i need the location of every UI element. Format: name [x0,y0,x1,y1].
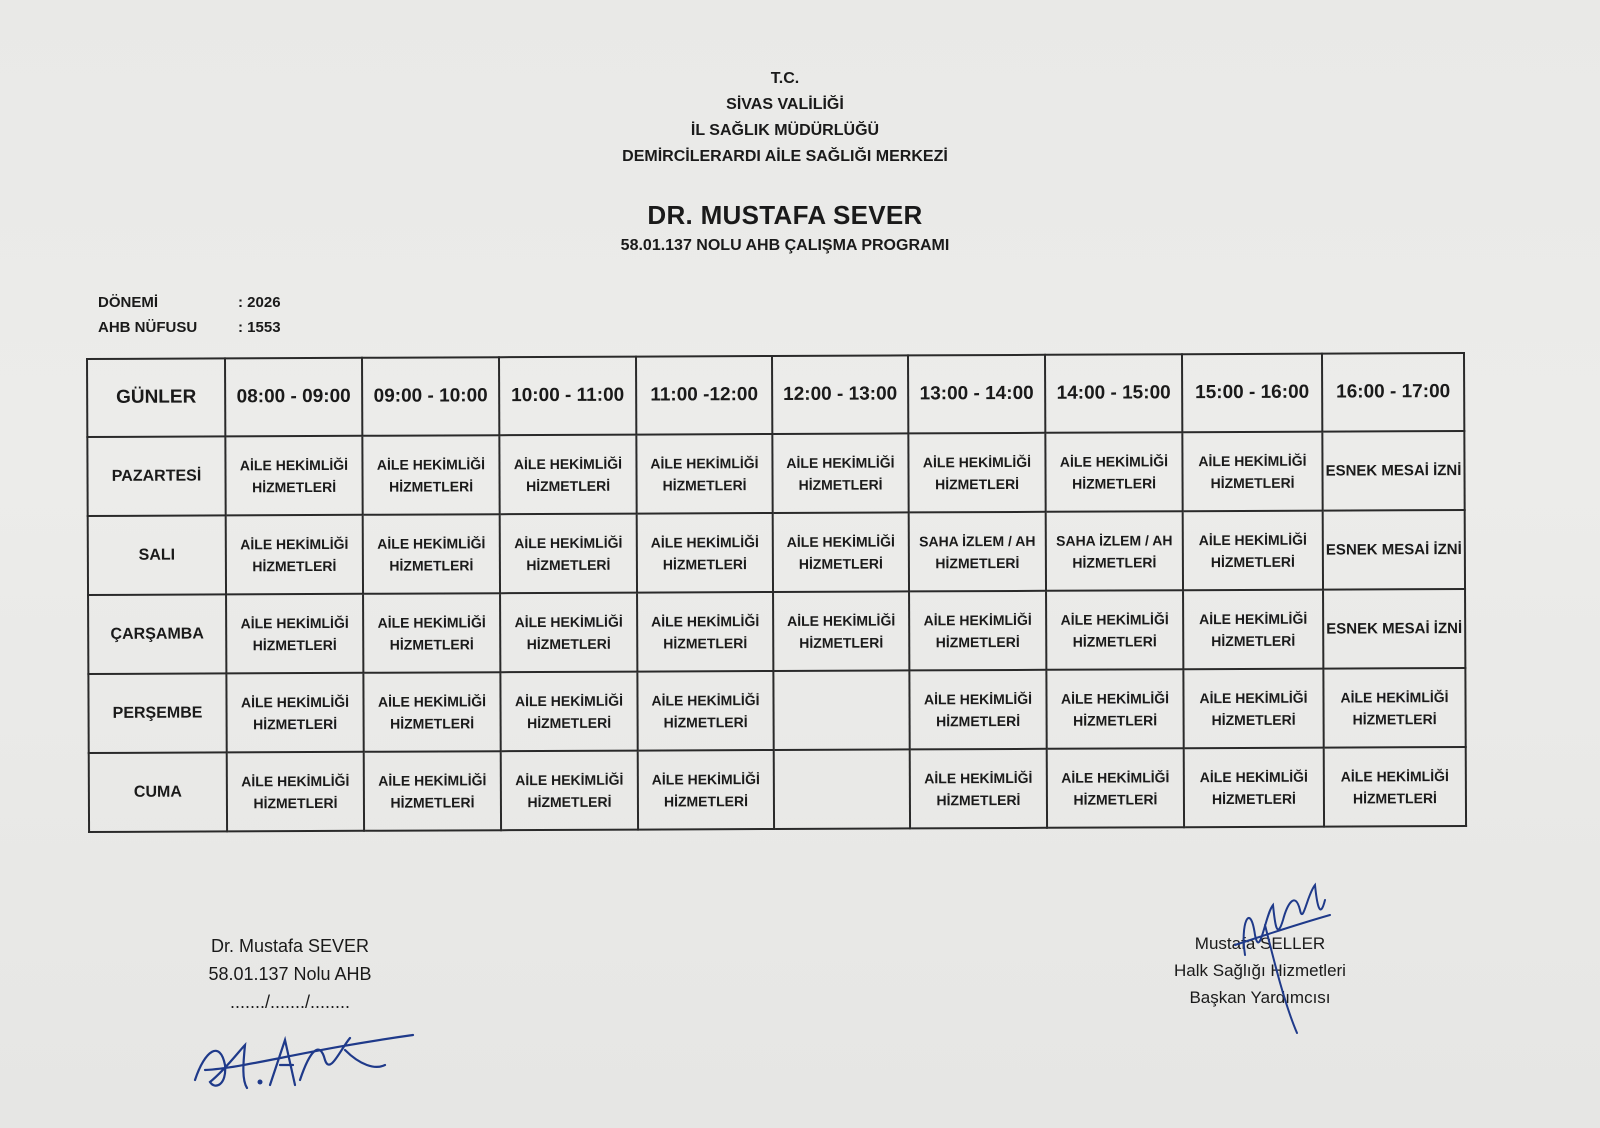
schedule-cell: AİLE HEKİMLİĞİ HİZMETLERİ [1046,590,1183,670]
header-cell-slot: 13:00 - 14:00 [908,355,1045,434]
handwritten-signature-right [1225,865,1345,1040]
header-cell-slot: 08:00 - 09:00 [225,358,362,437]
schedule-cell: AİLE HEKİMLİĞİ HİZMETLERİ [226,515,363,595]
header-cell-slot: 10:00 - 11:00 [499,357,636,436]
signer-name-left: Dr. Mustafa SEVER [210,936,370,956]
table-row [88,589,1465,674]
day-cell: ÇARŞAMBA [88,594,226,674]
schedule-cell: AİLE HEKİMLİĞİ HİZMETLERİ [1046,669,1183,749]
schedule-cell-empty [773,670,909,750]
schedule-cell: AİLE HEKİMLİĞİ HİZMETLERİ [909,670,1046,750]
schedule-cell: AİLE HEKİMLİĞİ HİZMETLERİ [500,514,637,594]
day-cell: PERŞEMBE [88,673,226,753]
header-cell-slot: 14:00 - 15:00 [1045,354,1182,433]
schedule-table [86,352,1467,833]
schedule-cell: SAHA İZLEM / AH HİZMETLERİ [909,512,1046,592]
signer-title-right-1: Halk Sağlığı Hizmetleri [1174,961,1346,980]
schedule-cell: AİLE HEKİMLİĞİ HİZMETLERİ [364,751,501,831]
header-cell-slot: 09:00 - 10:00 [362,357,499,436]
period-row [98,290,281,315]
schedule-cell: AİLE HEKİMLİĞİ HİZMETLERİ [1183,511,1323,591]
institution-header [0,66,1570,170]
schedule-cell: AİLE HEKİMLİĞİ HİZMETLERİ [910,749,1047,829]
schedule-cell: AİLE HEKİMLİĞİ HİZMETLERİ [773,591,909,671]
schedule-cell: ESNEK MESAİ İZNİ [1323,589,1465,669]
schedule-cell: AİLE HEKİMLİĞİ HİZMETLERİ [500,593,637,673]
period-label: DÖNEMİ [98,294,158,311]
day-cell: SALI [88,515,226,595]
schedule-cell: AİLE HEKİMLİĞİ HİZMETLERİ [363,672,500,752]
schedule-cell: ESNEK MESAİ İZNİ [1322,431,1464,511]
schedule-cell: AİLE HEKİMLİĞİ HİZMETLERİ [226,673,363,753]
header-line-health-directorate: İL SAĞLIK MÜDÜRLÜĞÜ [690,122,880,139]
signer-title-right-2: Başkan Yardımcısı [1189,988,1331,1007]
header-cell-slot: 12:00 - 13:00 [772,355,908,434]
schedule-cell: SAHA İZLEM / AH HİZMETLERİ [1046,511,1183,591]
schedule-cell: AİLE HEKİMLİĞİ HİZMETLERİ [1047,748,1184,828]
header-line-tc: T.C. [770,70,800,87]
header-cell-slot: 16:00 - 17:00 [1322,353,1464,432]
signature-block-left [190,932,390,1016]
schedule-cell: AİLE HEKİMLİĞİ HİZMETLERİ [1184,748,1324,828]
schedule-cell: AİLE HEKİMLİĞİ HİZMETLERİ [773,512,909,592]
schedule-cell: AİLE HEKİMLİĞİ HİZMETLERİ [1045,432,1182,512]
doctor-name: DR. MUSTAFA SEVER [647,200,923,230]
signature-date-placeholder: ......./......./........ [229,992,351,1012]
schedule-cell: AİLE HEKİMLİĞİ HİZMETLERİ [226,594,363,674]
schedule-cell: AİLE HEKİMLİĞİ HİZMETLERİ [636,434,772,514]
table-row [87,431,1464,516]
header-cell-slot: 15:00 - 16:00 [1182,354,1322,433]
schedule-cell: AİLE HEKİMLİĞİ HİZMETLERİ [638,750,774,830]
population-label: AHB NÜFUSU [98,319,198,336]
signer-unit-left: 58.01.137 Nolu AHB [208,964,372,984]
table-row [88,668,1465,753]
schedule-cell: AİLE HEKİMLİĞİ HİZMETLERİ [1323,668,1465,748]
schedule-cell: AİLE HEKİMLİĞİ HİZMETLERİ [1183,590,1323,670]
schedule-cell: AİLE HEKİMLİĞİ HİZMETLERİ [1182,432,1322,512]
schedule-cell: AİLE HEKİMLİĞİ HİZMETLERİ [225,436,362,516]
header-row [87,353,1464,437]
schedule-cell: AİLE HEKİMLİĞİ HİZMETLERİ [909,591,1046,671]
day-cell: PAZARTESİ [87,436,225,516]
schedule-cell: AİLE HEKİMLİĞİ HİZMETLERİ [362,435,499,515]
schedule-cell: AİLE HEKİMLİĞİ HİZMETLERİ [501,751,638,831]
schedule-cell: AİLE HEKİMLİĞİ HİZMETLERİ [908,433,1045,513]
period-value: : 2026 [238,294,281,311]
day-cell: CUMA [89,752,227,832]
schedule-cell: AİLE HEKİMLİĞİ HİZMETLERİ [1324,747,1466,827]
schedule-cell: AİLE HEKİMLİĞİ HİZMETLERİ [637,592,773,672]
signer-name-right: Mustafa SELLER [1194,934,1326,953]
population-row [98,315,281,340]
schedule-cell: AİLE HEKİMLİĞİ HİZMETLERİ [637,513,773,593]
program-title: 58.01.137 NOLU AHB ÇALIŞMA PROGRAMI [620,237,950,254]
schedule-cell: AİLE HEKİMLİĞİ HİZMETLERİ [363,593,500,673]
header-cell-slot: 11:00 -12:00 [636,356,772,435]
population-value: : 1553 [238,319,281,336]
schedule-cell: AİLE HEKİMLİĞİ HİZMETLERİ [1183,669,1323,749]
schedule-cell: AİLE HEKİMLİĞİ HİZMETLERİ [227,752,364,832]
schedule-cell: AİLE HEKİMLİĞİ HİZMETLERİ [637,671,773,751]
meta-info [98,290,281,340]
header-line-health-center: DEMİRCİLERARDI AİLE SAĞLIĞI MERKEZİ [622,148,948,165]
schedule-cell: ESNEK MESAİ İZNİ [1323,510,1465,590]
schedule-cell: AİLE HEKİMLİĞİ HİZMETLERİ [772,433,908,513]
handwritten-signature-left [185,1010,420,1100]
table-row [88,510,1465,595]
schedule-cell: AİLE HEKİMLİĞİ HİZMETLERİ [499,435,636,515]
schedule-cell: AİLE HEKİMLİĞİ HİZMETLERİ [363,514,500,594]
schedule-cell: AİLE HEKİMLİĞİ HİZMETLERİ [500,672,637,752]
schedule-cell-empty [774,749,910,829]
table-row [89,747,1466,832]
header-cell-days: GÜNLER [87,358,225,437]
header-line-governorship: SİVAS VALİLİĞİ [726,96,844,113]
